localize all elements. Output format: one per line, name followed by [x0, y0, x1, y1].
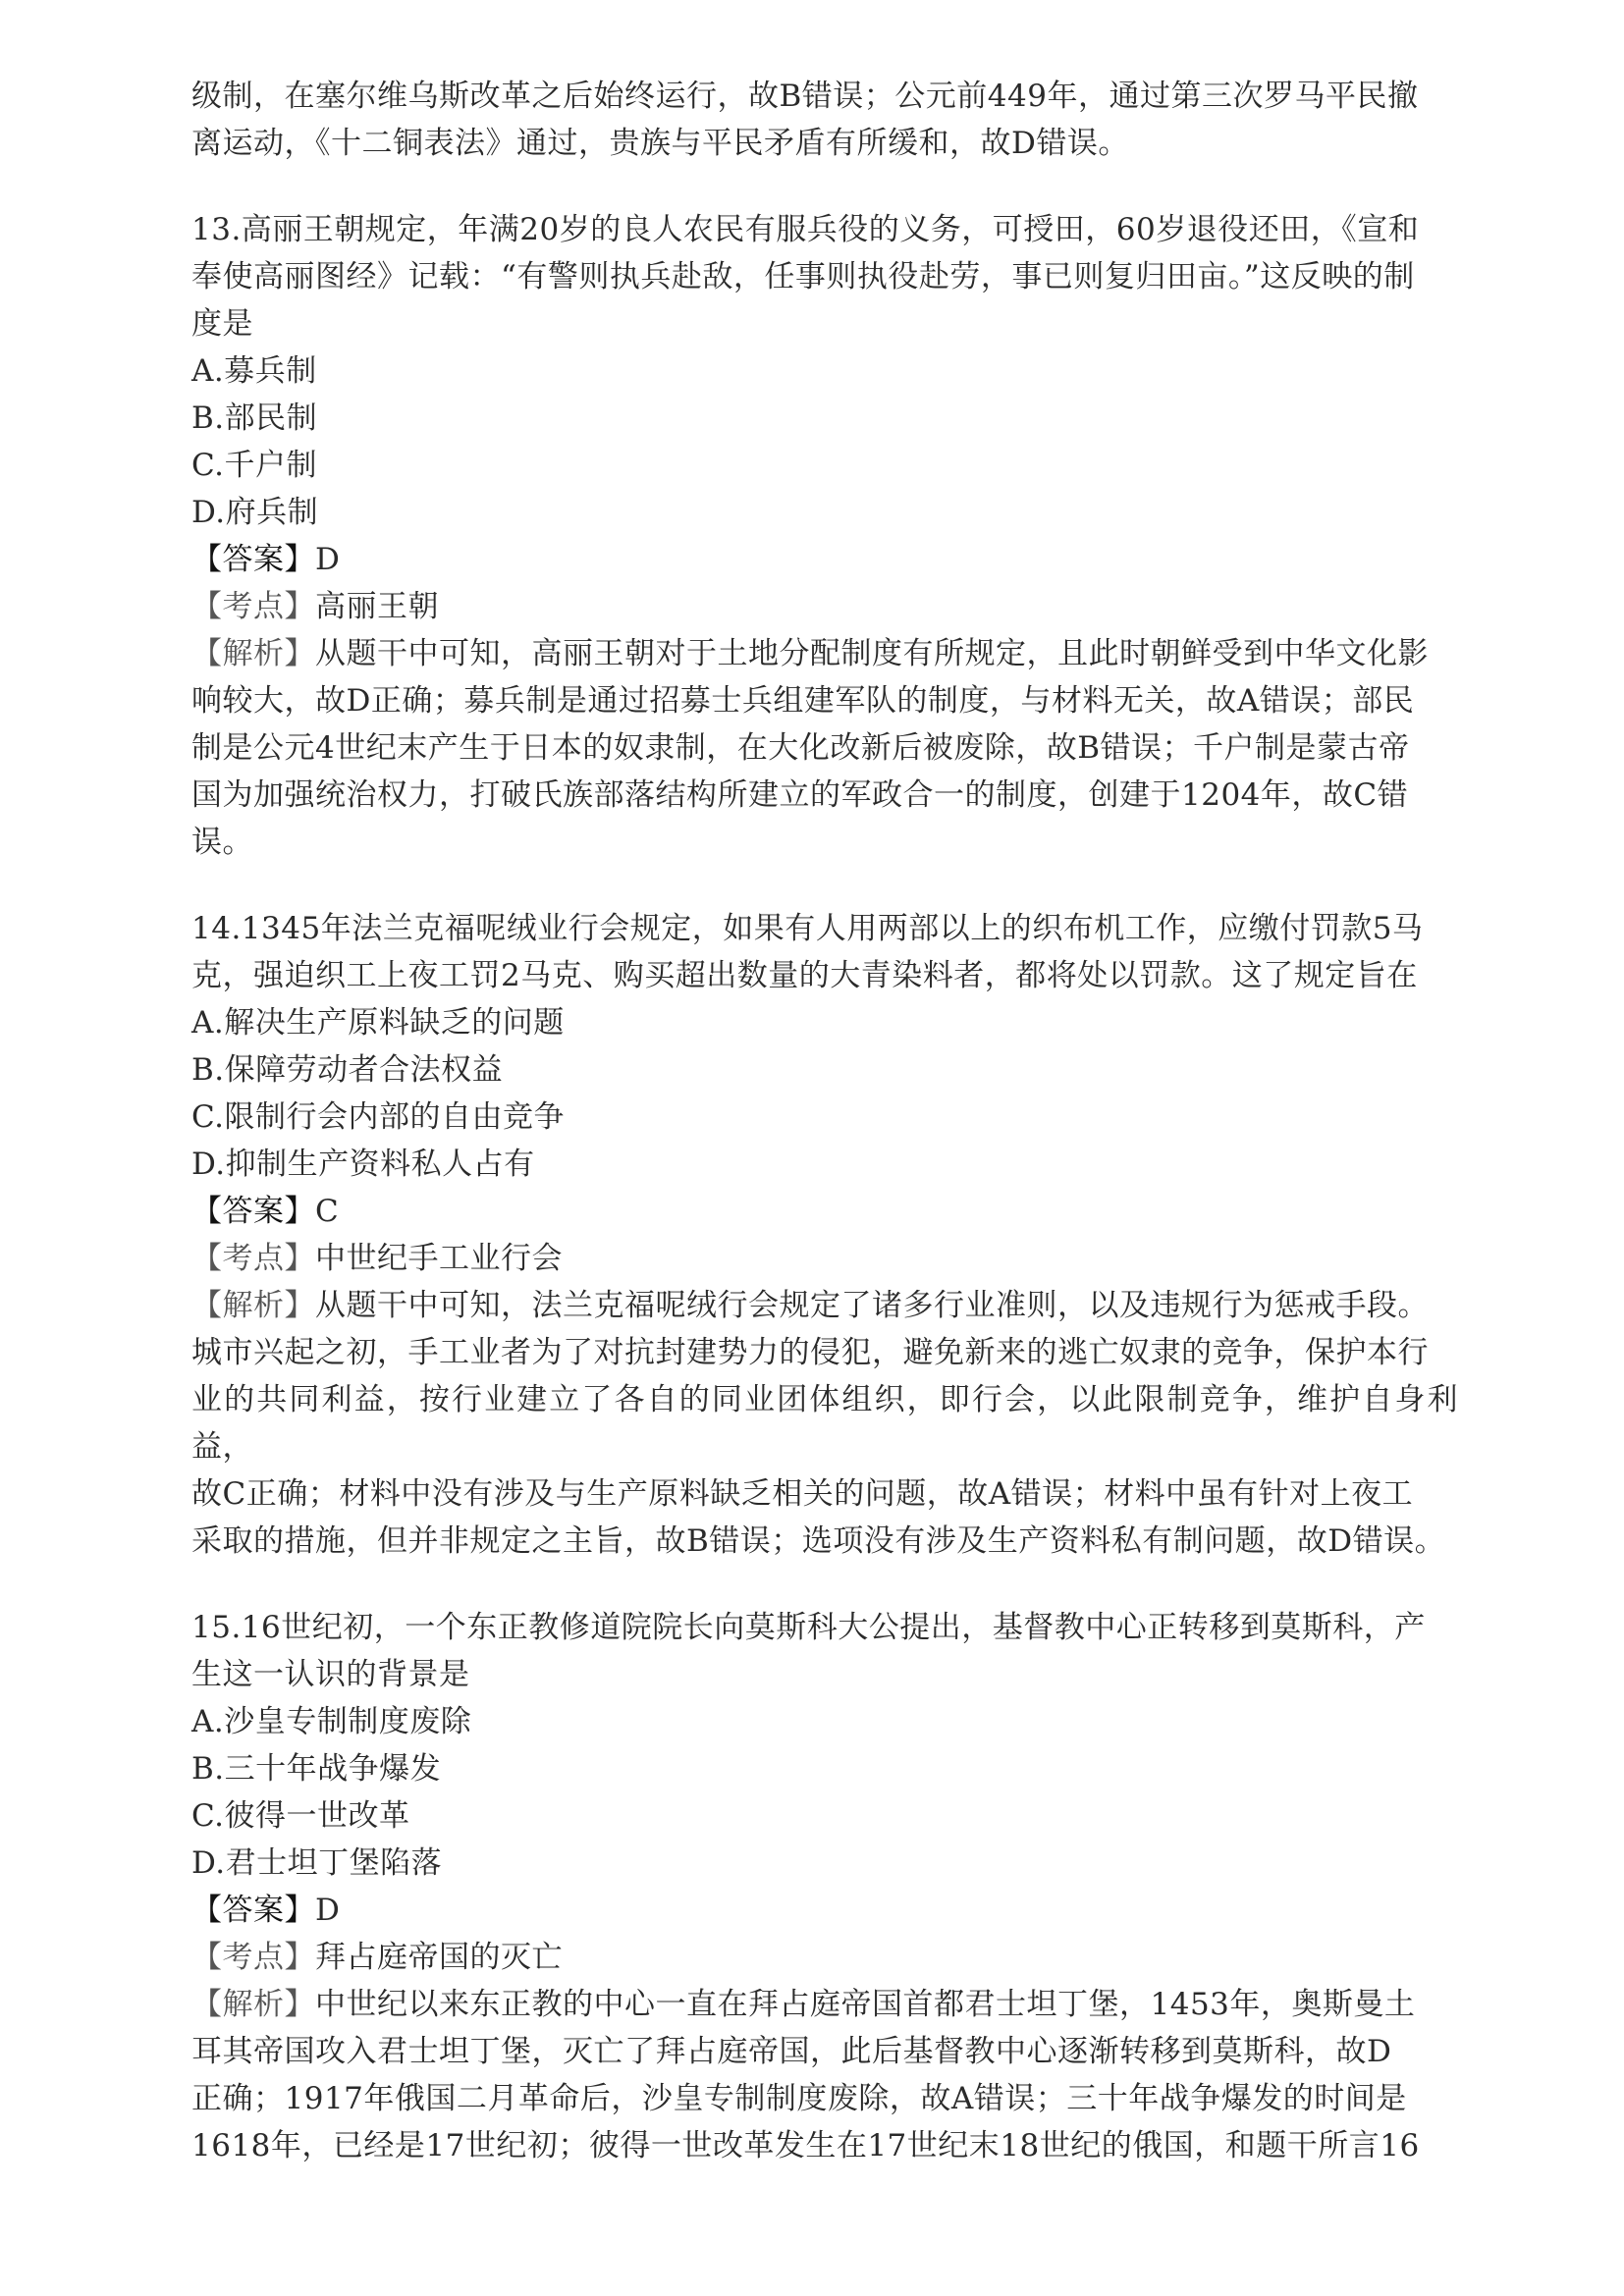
answer-tag: 【答案】 [191, 542, 315, 577]
answer-value: C [315, 1194, 340, 1229]
point-tag: 【考点】 [191, 589, 315, 624]
option-b: B.部民制 [191, 400, 318, 436]
point-value: 高丽王朝 [315, 589, 439, 624]
analysis-line: 响较大，故D正确；募兵制是通过招募士兵组建军队的制度，与材料无关，故A错误；部民 [191, 683, 1415, 719]
analysis-line: 业的共同利益，按行业建立了各自的同业团体组织，即行会，以此限制竞争，维护自身利益， [191, 1382, 1458, 1465]
point-tag: 【考点】 [191, 1940, 315, 1975]
analysis-text: 从题干中可知，法兰克福呢绒行会规定了诸多行业准则，以及违规行为惩戒手段。 [315, 1288, 1429, 1323]
point-line [191, 1235, 1458, 1282]
document-page [191, 73, 1458, 2169]
point-tag: 【考点】 [191, 1241, 315, 1276]
question-15 [191, 1604, 1458, 2169]
question-stem-line: 奉使高丽图经》记载：“有警则执兵赴敌，任事则执役赴劳，事已则复归田亩。”这反映的制 [191, 259, 1415, 294]
option-a: A.沙皇专制制度废除 [191, 1704, 472, 1739]
point-line [191, 1934, 1458, 1981]
analysis-line: 国为加强统治权力，打破氏族部落结构所建立的军政合一的制度，创建于1204年，故C错 [191, 777, 1409, 813]
analysis-tag: 【解析】 [191, 1987, 315, 2022]
text-line: 级制，在塞尔维乌斯改革之后始终运行，故B错误；公元前449年，通过第三次罗马平民撤 [191, 79, 1419, 114]
option-d: D.君士坦丁堡陷落 [191, 1845, 443, 1881]
question-stem-line: 15.16世纪初，一个东正教修道院院长向莫斯科大公提出，基督教中心正转移到莫斯科，产 [191, 1610, 1426, 1645]
question-stem-line: 克，强迫织工上夜工罚2马克、购买超出数量的大青染料者，都将处以罚款。这了规定旨在 [191, 958, 1418, 993]
intro-continuation [191, 73, 1458, 167]
analysis-line [191, 630, 1458, 677]
analysis-line: 故C正确；材料中没有涉及与生产原料缺乏相关的问题，故A错误；材料中虽有针对上夜工 [191, 1476, 1414, 1512]
analysis-text: 中世纪以来东正教的中心一直在拜占庭帝国首都君士坦丁堡，1453年，奥斯曼土 [315, 1987, 1416, 2022]
option-b: B.三十年战争爆发 [191, 1751, 442, 1787]
analysis-tag: 【解析】 [191, 1288, 315, 1323]
answer-value: D [315, 1893, 341, 1928]
analysis-line: 制是公元4世纪末产生于日本的奴隶制，在大化改新后被废除，故B错误；千户制是蒙古帝 [191, 730, 1410, 766]
option-c: C.千户制 [191, 448, 317, 483]
question-stem-line: 14.1345年法兰克福呢绒业行会规定，如果有人用两部以上的织布机工作，应缴付罚款5马 [191, 911, 1424, 946]
option-a: A.解决生产原料缺乏的问题 [191, 1005, 565, 1041]
analysis-line: 城市兴起之初，手工业者为了对抗封建势力的侵犯，避免新来的逃亡奴隶的竞争，保护本行 [191, 1335, 1429, 1370]
option-a: A.募兵制 [191, 353, 317, 389]
question-stem-line: 度是 [191, 306, 253, 342]
answer-line [191, 536, 1458, 583]
point-value: 中世纪手工业行会 [315, 1241, 563, 1276]
option-c: C.彼得一世改革 [191, 1798, 410, 1834]
analysis-line: 1618年，已经是17世纪初；彼得一世改革发生在17世纪末18世纪的俄国，和题干所言16 [191, 2128, 1420, 2163]
question-14 [191, 905, 1458, 1565]
analysis-line: 误。 [191, 825, 253, 860]
analysis-text: 从题干中可知，高丽王朝对于土地分配制度有所规定，且此时朝鲜受到中华文化影 [315, 636, 1429, 671]
point-value: 拜占庭帝国的灭亡 [315, 1940, 563, 1975]
point-line [191, 583, 1458, 630]
question-stem-line: 13.高丽王朝规定，年满20岁的良人农民有服兵役的义务，可授田，60岁退役还田，《宣和 [191, 212, 1420, 247]
option-d: D.抑制生产资料私人占有 [191, 1147, 535, 1182]
text-line: 离运动，《十二铜表法》通过，贵族与平民矛盾有所缓和，故D错误。 [191, 126, 1129, 161]
question-13 [191, 206, 1458, 866]
option-b: B.保障劳动者合法权益 [191, 1052, 504, 1088]
answer-line [191, 1887, 1458, 1934]
analysis-line [191, 1981, 1458, 2028]
analysis-line: 耳其帝国攻入君士坦丁堡，灭亡了拜占庭帝国，此后基督教中心逐渐转移到莫斯科，故D [191, 2034, 1392, 2069]
analysis-line: 正确；1917年俄国二月革命后，沙皇专制制度废除，故A错误；三十年战争爆发的时间是 [191, 2081, 1407, 2116]
analysis-line: 采取的措施，但并非规定之主旨，故B错误；选项没有涉及生产资料私有制问题，故D错误。 [191, 1523, 1446, 1559]
answer-line [191, 1188, 1458, 1235]
answer-tag: 【答案】 [191, 1893, 315, 1928]
analysis-tag: 【解析】 [191, 636, 315, 671]
answer-value: D [315, 542, 341, 577]
option-c: C.限制行会内部的自由竞争 [191, 1099, 565, 1135]
question-stem-line: 生这一认识的背景是 [191, 1657, 470, 1692]
answer-tag: 【答案】 [191, 1194, 315, 1229]
analysis-line [191, 1282, 1458, 1329]
option-d: D.府兵制 [191, 495, 319, 530]
